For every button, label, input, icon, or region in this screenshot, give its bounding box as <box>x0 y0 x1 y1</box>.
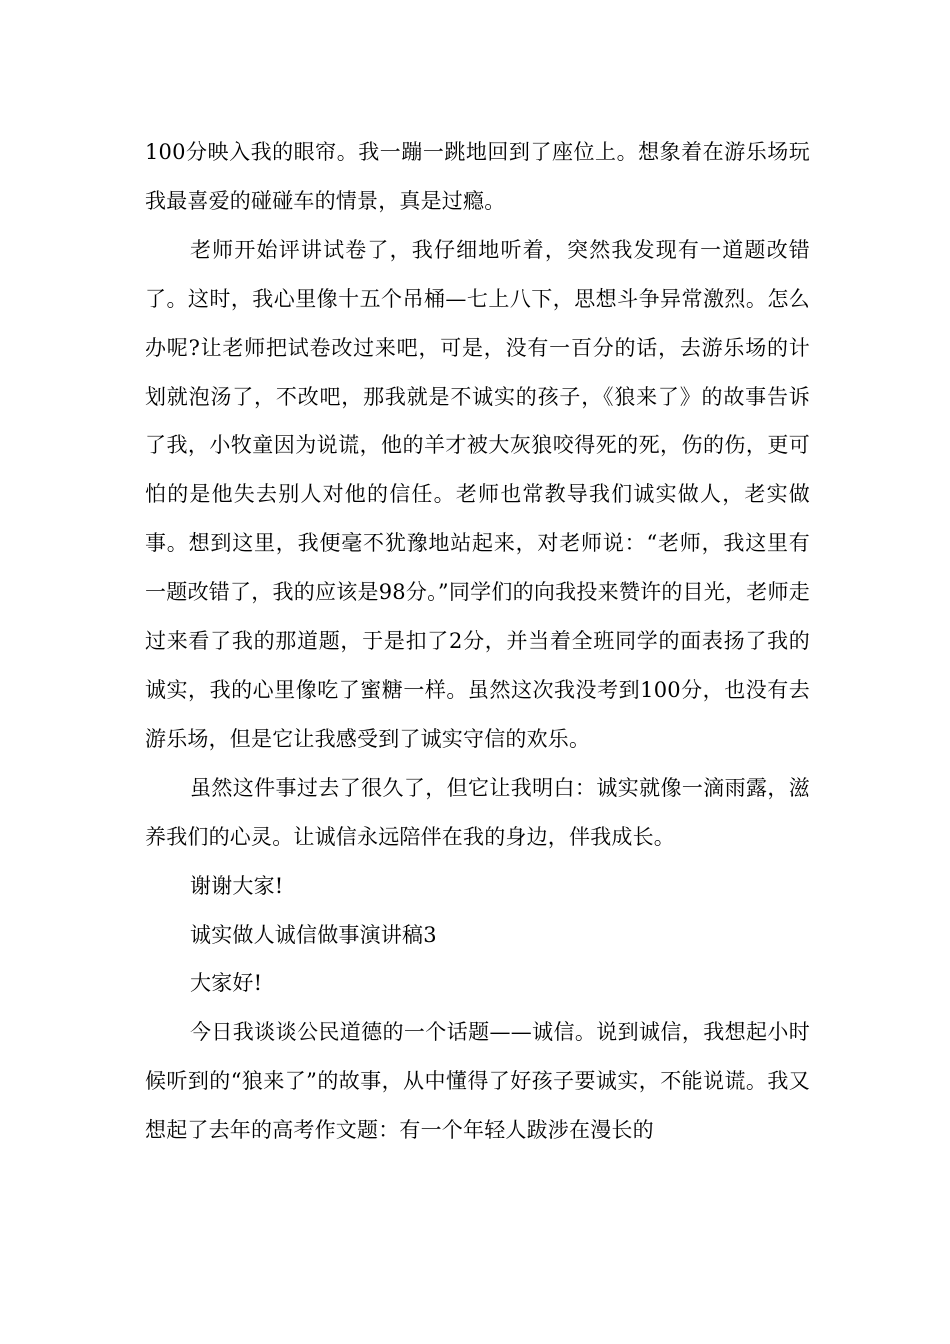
speech-title: 诚实做人诚信做事演讲稿3 <box>190 922 437 947</box>
paragraph-continuation: 100分映入我的眼帘。我一蹦一跳地回到了座位上。想象着在游乐场玩我最喜爱的碰碰车的情景，真是过瘾。 <box>145 140 810 213</box>
paragraph-story: 老师开始评讲试卷了，我仔细地听着，突然我发现有一道题改错了。这时，我心里像十五个吊桶—七上八下，思想斗争异常激烈。怎么办呢?让老师把试卷改过来吧，可是，没有一百分的话，去游乐场的计划就泡汤了，不改吧，那我就是不诚实的孩子，《狼来了》的故事告诉了我，小牧童因为说谎，他的羊才被大灰狼咬得死的死，伤的伤，更可怕的是他失去别人对他的信任。老师也常教导我们诚实做人，老实做事。想到这里，我便毫不犹豫地站起来，对老师说：“老师，我这里有一题改错了，我的应该是98分。”同学们的向我投来赞许的目光，老师走过来看了我的那道题，于是扣了2分，并当着全班同学的面表扬了我的诚实，我的心里像吃了蜜糖一样。虽然这次我没考到100分，也没有去游乐场，但是它让我感受到了诚实守信的欢乐。 <box>145 237 810 751</box>
paragraph-reflection: 虽然这件事过去了很久了，但它让我明白：诚实就像一滴雨露，滋养我们的心灵。让诚信永远陪伴在我的身边，伴我成长。 <box>145 775 810 849</box>
paragraph-greeting: 大家好! <box>190 971 263 996</box>
paragraph-intro: 今日我谈谈公民道德的一个话题——诚信。说到诚信，我想起小时候听到的“狼来了”的故事，从中懂得了好孩子要诚实，不能说谎。我又想起了去年的高考作文题：有一个年轻人跋涉在漫长的 <box>145 1020 810 1143</box>
document-body <box>145 128 810 1155</box>
paragraph-thanks: 谢谢大家! <box>190 873 284 898</box>
